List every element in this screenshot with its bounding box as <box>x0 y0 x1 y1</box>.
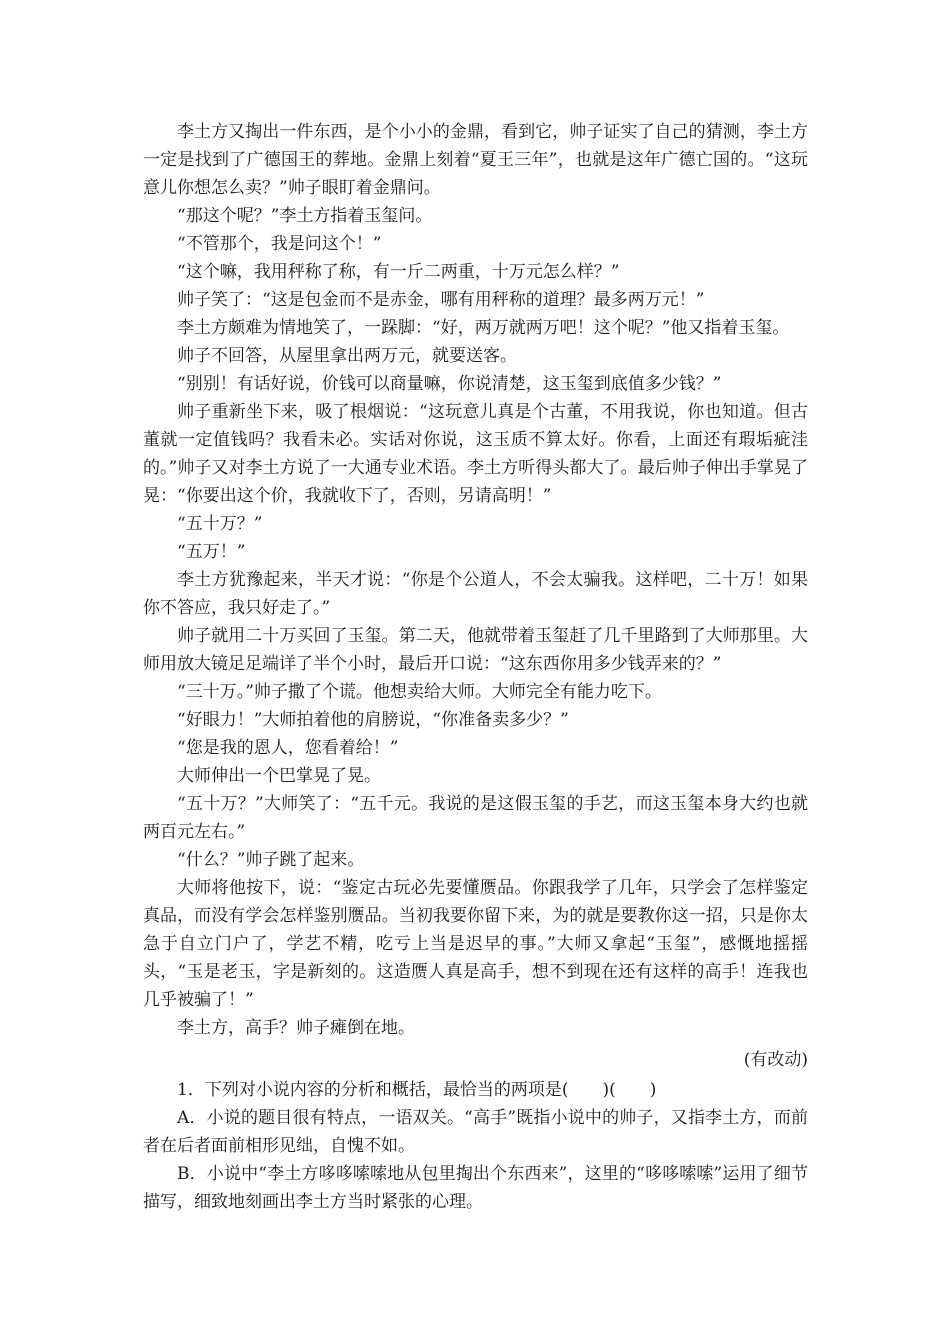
story-paragraph: 大师将他按下，说：“鉴定古玩必先要懂赝品。你跟我学了几年，只学会了怎样鉴定真品，而没有学会怎样鉴别赝品。当初我要你留下来，为的就是要教你这一招，只是你太急于自立门户了，学艺不精，吃亏上当是迟早的事。”大师又拿起“玉玺”，感慨地摇摇头，“玉是老玉，字是新刻的。这造赝人真是高手，想不到现在还有这样的高手！连我也几乎被骗了！” <box>143 878 808 1010</box>
story-paragraph: 李土方，高手？帅子瘫倒在地。 <box>177 1018 415 1038</box>
story-paragraph: 李土方又掏出一件东西，是个小小的金鼎，看到它，帅子证实了自己的猜测，李土方一定是找到了广德国王的葬地。金鼎上刻着“夏王三年”，也就是这年广德亡国的。“这玩意儿你想怎么卖？”帅子眼盯着金鼎问。 <box>143 122 808 198</box>
story-paragraph: “那这个呢？”李土方指着玉玺问。 <box>177 206 433 226</box>
story-paragraph: 李土方颇难为情地笑了，一跺脚：“好，两万就两万吧！这个呢？”他又指着玉玺。 <box>177 318 790 338</box>
document-body <box>143 118 808 1216</box>
story-paragraph: “别别！有话好说，价钱可以商量嘛，你说清楚，这玉玺到底值多少钱？” <box>177 374 722 394</box>
question-option: A．小说的题目很有特点，一语双关。“高手”既指小说中的帅子，又指李土方，而前者在后者面前相形见绌，自愧不如。 <box>143 1108 808 1156</box>
story-paragraph: “您是我的恩人，您看着给！” <box>177 738 399 758</box>
question-option: B．小说中“李土方哆哆嗦嗦地从包里掏出个东西来”，这里的“哆哆嗦嗦”运用了细节描写，细致地刻画出李土方当时紧张的心理。 <box>143 1164 808 1212</box>
story-paragraph: 帅子就用二十万买回了玉玺。第二天，他就带着玉玺赶了几千里路到了大师那里。大师用放大镜足足端详了半个小时，最后开口说：“这东西你用多少钱弄来的？” <box>143 626 808 674</box>
story-paragraph: “什么？”帅子跳了起来。 <box>177 850 365 870</box>
question-title: 1．下列对小说内容的分析和概括，最恰当的两项是( )( ) <box>177 1080 657 1100</box>
story-paragraph: 帅子重新坐下来，吸了根烟说：“这玩意儿真是个古董，不用我说，你也知道。但古董就一定值钱吗？我看未必。实话对你说，这玉质不算太好。你看，上面还有瑕垢疵洼的。”帅子又对李土方说了一大通专业术语。李土方听得头都大了。最后帅子伸出手掌晃了晃：“你要出这个价，我就收下了，否则，另请高明！” <box>143 402 808 506</box>
story-paragraph: 李土方犹豫起来，半天才说：“你是个公道人，不会太骗我。这样吧，二十万！如果你不答应，我只好走了。” <box>143 570 808 618</box>
story-paragraph: “五十万？”大师笑了：“五千元。我说的是这假玉玺的手艺，而这玉玺本身大约也就两百元左右。” <box>143 794 808 842</box>
story-paragraph: “五万！” <box>177 542 246 562</box>
story-paragraph: “不管那个，我是问这个！” <box>177 234 382 254</box>
story-paragraph: 帅子不回答，从屋里拿出两万元，就要送客。 <box>177 346 517 366</box>
source-note: (有改动) <box>743 1050 808 1070</box>
story-paragraph: “三十万。”帅子撒了个谎。他想卖给大师。大师完全有能力吃下。 <box>177 682 662 702</box>
story-paragraph: “五十万？” <box>177 514 263 534</box>
story-paragraph: 大师伸出一个巴掌晃了晃。 <box>177 766 381 786</box>
story-paragraph: “好眼力！”大师拍着他的肩膀说，“你准备卖多少？” <box>177 710 569 730</box>
story-paragraph: “这个嘛，我用秤称了称，有一斤二两重，十万元怎么样？” <box>177 262 620 282</box>
story-paragraph: 帅子笑了：“这是包金而不是赤金，哪有用秤称的道理？最多两万元！” <box>177 290 705 310</box>
